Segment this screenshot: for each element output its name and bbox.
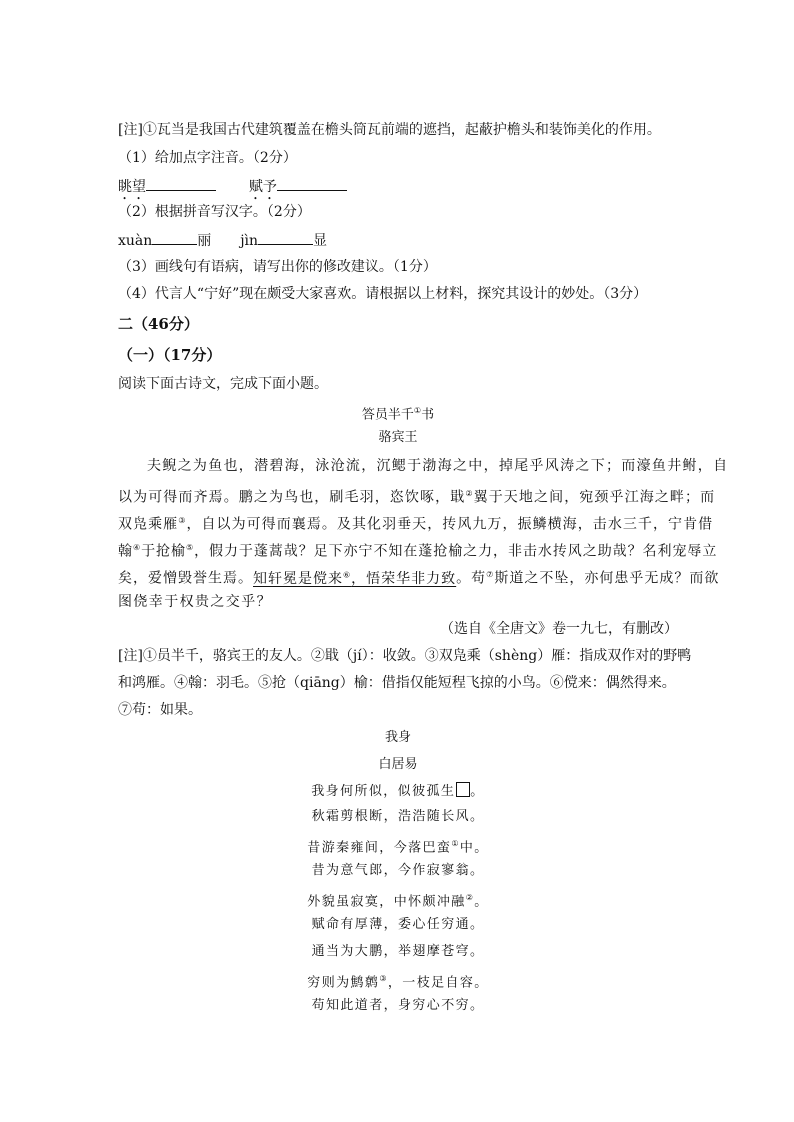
poem-line-4: 昔为意气郎，今作寂寥翁。 [311,863,485,878]
q1-word-2: 赋予 [248,179,277,195]
question-3: （3）画线句有语病，请写出你的修改建议。（1分） [118,259,437,275]
poem-author: 白居易 [378,757,418,772]
notes-line-3: ⑦苟：如果。 [118,702,202,718]
poem-line-6: 赋命有厚薄，委心任穷通。 [311,917,485,932]
prose-source: （选自《全唐文》卷一九七，有删改） [440,621,678,637]
question-2-prompt: （2）根据拼音写汉字。（2分） [118,204,311,220]
reading-instruction: 阅读下面古诗文，完成下面小题。 [118,376,328,392]
prose-line-1: 夫鲵之为鱼也，潜碧海，泳沧流，沉鳃于渤海之中，掉尾乎风涛之下；而濠鱼井鲋，自 [147,458,729,474]
q1-answer-blank-2[interactable] [277,176,347,191]
q2-pinyin-1: xuàn [118,233,153,249]
prose-line-5: 矣，爱憎毁誉生焉。知轩冕是傥来⑥，悟荣华非力致。苟⑦斯道之不坠，亦何患乎无成？而欲 [118,570,720,587]
note-top: [注]①瓦当是我国古代建筑覆盖在檐头筒瓦前端的遮挡，起蔽护檐头和装饰美化的作用。 [118,122,661,138]
subsection-1-heading: （一）（17分） [118,346,222,364]
question-2-items [118,230,327,250]
q2-pinyin-2: jìn [240,233,259,249]
prose-line-3: 双凫乘雁③，自以为可得而襄焉。及其化羽垂天，抟风九万，振鳞横海，击水三千，宁肯借 [118,516,714,533]
notes-line-1: [注]①员半千，骆宾王的友人。②戢（jí）：收敛。③双凫乘（shèng）雁：指成双作对的野鸭 [118,648,692,664]
poem-line-8: 穷则为鹪鹩③，一枝足自容。 [307,974,489,991]
prose-line-2: 以为可得而齐焉。鹏之为鸟也，刷毛羽，恣饮啄，戢②翼于天地之间，宛颈乎江海之畔；而 [118,489,716,506]
notes-line-2: 和鸿雁。④翰：羽毛。⑤抢（qiāng）榆：借指仅能短程飞掠的小鸟。⑥傥来：偶然得来。 [118,675,676,691]
poem-line-1: 我身何所似，似彼孤生 。 [311,784,485,799]
prose-author: 骆宾王 [378,430,418,445]
prose-title: 答员半千①书 [361,406,435,423]
poem-line-2: 秋霜剪根断，浩浩随长风。 [311,809,485,824]
poem-line-9: 苟知此道者，身穷心不穷。 [311,998,485,1013]
prose-line-6: 图侥幸于权贵之交乎？ [118,594,272,610]
question-4: （4）代言人“宁好”现在颇受大家喜欢。请根据以上材料，探究其设计的妙处。（3分） [118,286,648,302]
poem-title: 我身 [384,730,411,745]
q2-answer-blank-2[interactable] [258,230,313,245]
underlined-sentence: 知轩冕是傥来⑥，悟荣华非力致 [253,570,457,587]
q2-char-1: 丽 [197,233,212,249]
poem-line-7: 通当为大鹏，举翅摩苍穹。 [311,944,485,959]
q1-answer-blank-1[interactable] [146,176,216,191]
section-2-heading: 二（46分） [118,315,199,333]
q2-answer-blank-1[interactable] [152,230,197,245]
q2-char-2: 显 [313,233,328,249]
question-1-items [118,176,347,203]
q1-word-1: 眺望 [118,179,146,195]
question-1-prompt: （1）给加点字注音。（2分） [118,150,297,166]
missing-character-box[interactable] [456,782,470,797]
prose-line-4: 翰④于抢榆⑤，假力于蓬蒿哉？足下亦宁不知在蓬抢榆之力，非击水抟风之助哉？名利宠辱立 [118,543,718,560]
poem-line-5: 外貌虽寂寞，中怀颇冲融②。 [307,893,489,910]
poem-line-3: 昔游秦雍间，今落巴蛮①中。 [307,839,489,856]
